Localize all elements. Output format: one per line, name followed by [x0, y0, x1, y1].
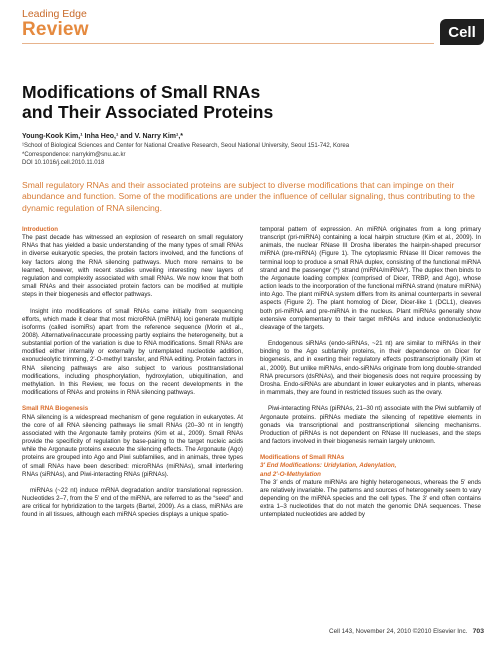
page-number: 703: [472, 628, 484, 635]
subsection-heading-line-1: 3′ End Modifications: Uridylation, Adenylation,: [260, 462, 397, 470]
section-heading-introduction: Introduction: [22, 226, 59, 233]
paragraph: Insight into modifications of small RNAs came initially from sequencing efforts, which made it clear that most microRNA (miRNA) loci generate multiple isoforms (called isomiRs) apart from the reference sequence (Morin et al., 2008). Alternative/inaccurate processing partly explains the heterogeneity, but a substantial portion of the variation is due to RNA modifications. Small RNAs are modified either internally or externally by untemplated nucleotide addition, exonucleolytic trimming, 2′-O-methyl transfer, and RNA editing. Protein factors in RNA silencing pathways are also subject to various posttranslational modifications, including phosphorylation, hydroxylation, ubiquitination, and methylation. In this Review, we focus on the recent developments in the modifications of RNAs and proteins in RNA silencing pathways.: [22, 307, 243, 397]
paragraph: temporal pattern of expression. An miRNA originates from a long primary transcript (pri-miRNA) containing a local hairpin structure (Kim et al., 2009). In animals, the nuclear RNase III Drosha liberates the hairpin-shaped precursor miRNA (pre-miRNA) (Figure 1). The cytoplasmic RNase III Dicer removes the terminal loop to produce a small RNA duplex, consisting of the functional miRNA strand and the passenger (*) strand (miRNA/miRNA*). The duplex then binds to the Argonaute loading complex (comprised of Dicer, TRBP, and Ago), whose action leads to the incorporation of the functional miRNA strand (mature miRNA) into Ago. The plant miRNA system differs from its animal counterparts in several aspects (Figure 2). The plant homolog of Dicer, Dicer-like 1 (DCL1), cleaves both pri-miRNA and pre-miRNA in the nucleus. Plant miRNAs generally show extensive complementary to their target mRNAs and induce endonucleolytic cleavage of the targets.: [260, 226, 481, 331]
page-footer: [260, 628, 484, 635]
correspondence-email[interactable]: *Correspondence: narrykim@snu.ac.kr: [22, 151, 126, 158]
title-line-2: and Their Associated Proteins: [22, 102, 274, 122]
section-heading-modifications: Modifications of Small RNAs: [260, 454, 345, 462]
right-column: [260, 226, 481, 528]
article-title: [22, 82, 422, 122]
header-divider: [22, 43, 434, 44]
paragraph: The 3′ ends of mature miRNAs are highly heterogeneous, whereas the 5′ ends are relatively invariable. The patterns and sources of heterogeneity seem to vary depending on the miRNA species and the cell types. The 3′ end often contains extra 1–3 nucleotides that do not match the genomic DNA sequences. These untemplated nucleotides are added by: [260, 478, 481, 519]
paragraph: The past decade has witnessed an explosion of research on small regulatory RNAs that has yielded a basic understanding of the many types of small RNAs in diverse eukaryotic species, the protein factors involved, and the functions of key factors along the RNA silencing pathways. Much more remains to be learned, however, with recent studies unveiling interesting new layers of regulation and complexity associated with small RNAs. We now know that both small RNAs and their associated protein factors can be modified at multiple steps in their biogenesis and effector pathways.: [22, 234, 243, 299]
article-metadata: [22, 142, 482, 168]
section-tag: Leading Edge: [22, 8, 87, 20]
doi-link[interactable]: DOI 10.1016/j.cell.2010.11.018: [22, 160, 105, 166]
paragraph: miRNAs (~22 nt) induce mRNA degradation and/or translational repression. Nucleotides 2–7, from the 5′ end of the miRNA, are referred to as the “seed” and are critical for hybridization to the targets (Bartel, 2009). As a class, miRNAs are found in all tissues, although each miRNA species displays a unique spatio-: [22, 486, 243, 519]
title-line-1: Modifications of Small RNAs: [22, 82, 261, 102]
cell-journal-logo: Cell: [440, 19, 484, 45]
author-list: Young-Kook Kim,¹ Inha Heo,¹ and V. Narry Kim¹,*: [22, 133, 184, 140]
paragraph: Endogenous siRNAs (endo-siRNAs, ~21 nt) are similar to miRNAs in their binding to the Ago subfamily proteins, in their dependence on Dicer for biogenesis, and in exerting their regulatory effects posttranscriptionally (Kim et al., 2009). But unlike miRNAs, endo-siRNAs originate from long double-stranded RNA precursors (dsRNAs), and their biogenesis does not require processing by Drosha. Endo-siRNAs are abundant in lower eukaryotes and in plants, whereas in mammals, they are found in restricted tissues such as the ovary.: [260, 340, 481, 397]
left-column: [22, 226, 243, 528]
paragraph: RNA silencing is a widespread mechanism of gene regulation in eukaryotes. At the core of all RNA silencing pathways lie small RNAs (20–30 nt in length) associated with the Argonaute family proteins (Kim et al., 2009). Small RNAs provide the specificity of regulation by base-pairing to the target nucleic acids while the Argonaute proteins execute the silencing effects. The Argonaute (Ago) proteins are grouped into Ago and Piwi subfamilies, and in animals, three types of small RNAs have been described: microRNAs (miRNAs), small interfering RNAs (siRNAs), and Piwi-interacting RNAs (piRNAs).: [22, 413, 243, 478]
section-heading-biogenesis: Small RNA Biogenesis: [22, 405, 89, 413]
subsection-heading-line-2: and 2′-O-Methylation: [260, 470, 321, 478]
paragraph: Piwi-interacting RNAs (piRNAs, 21–30 nt) associate with the Piwi subfamily of Argonaute proteins. piRNAs mediate the silencing of repetitive elements in gonads via transcriptional and posttranscriptional silencing mechanisms. Production of piRNAs is not dependent on RNase III nucleases, and the steps and factors involved in their biogenesis remain largely unknown.: [260, 405, 481, 446]
abstract: Small regulatory RNAs and their associated proteins are subject to diverse modifications that can impinge on their abundance and function. Some of the modifications are under the influence of cellular signaling, thus contributing to the dynamic regulation of RNA silencing.: [22, 180, 475, 213]
affiliation: ¹School of Biological Sciences and Center for National Creative Research, Seoul National University, Seoul 151-742, Korea: [22, 143, 350, 149]
footer-citation: Cell 143, November 24, 2010 ©2010 Elsevier Inc.: [329, 628, 468, 635]
section-title: Review: [22, 19, 89, 40]
